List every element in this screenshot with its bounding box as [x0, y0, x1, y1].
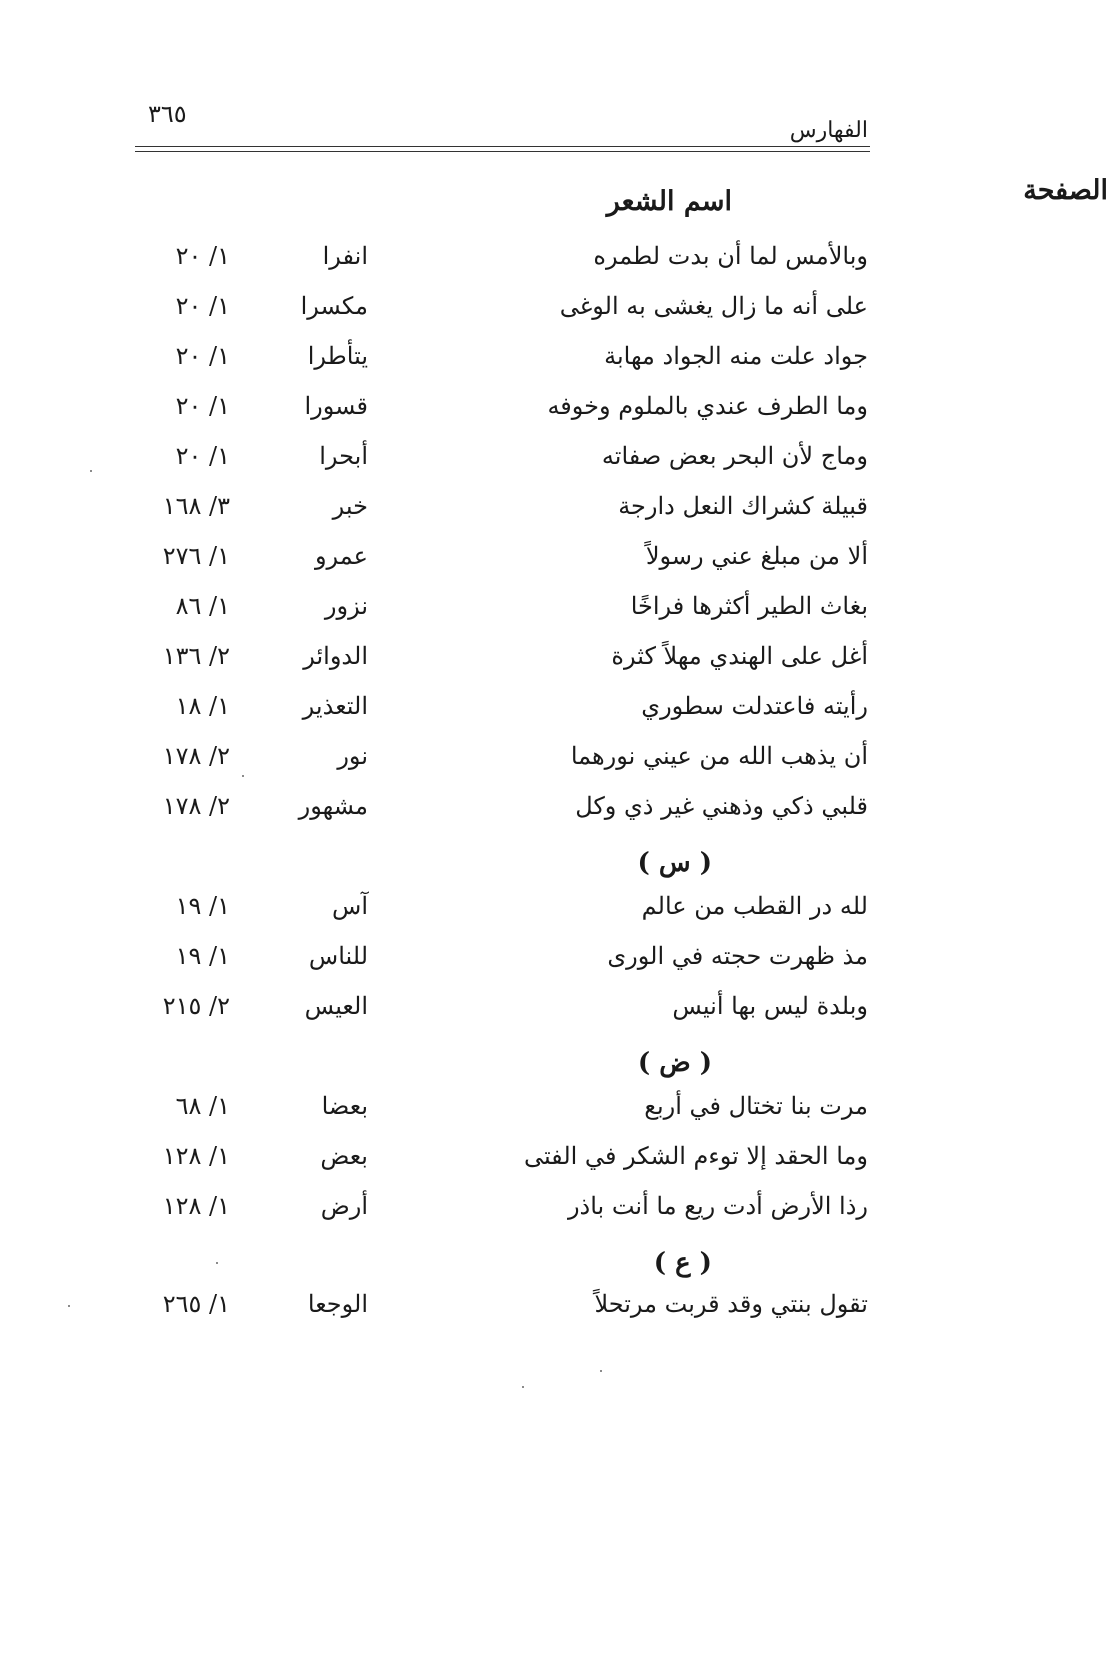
page-reference: ١/ ٦٨ [175, 1092, 230, 1120]
section-letter-dad: ( ض ) [637, 1048, 712, 1078]
page-reference: ١/ ١٩ [175, 942, 230, 970]
index-row [0, 342, 950, 382]
verse-text: تقول بنتي وقد قربت مرتحلاً [594, 1290, 868, 1318]
page-number: ٣٦٥ [148, 100, 187, 128]
rhyme-word: يتأطرا [307, 342, 368, 370]
verse-text: وبالأمس لما أن بدت لطمره [593, 242, 868, 270]
index-row [0, 292, 950, 332]
page-reference: ١/ ٢٦٥ [162, 1290, 230, 1318]
verse-text: مرت بنا تختال في أربع [644, 1092, 868, 1120]
verse-text: لله در القطب من عالم [641, 892, 868, 920]
page-column-heading: الصفحة [1023, 175, 1108, 206]
index-row [0, 692, 950, 732]
index-row [0, 392, 950, 432]
rhyme-word: نور [337, 742, 368, 770]
page-reference: ١/ ١٨ [175, 692, 230, 720]
verse-text: وماج لأن البحر بعض صفاته [601, 442, 868, 470]
verse-text: ألا من مبلغ عني رسولاً [645, 542, 868, 570]
index-row [0, 942, 950, 982]
page-reference: ١/ ١٩ [175, 892, 230, 920]
verse-text: وما الحقد إلا توءم الشكر في الفتى [523, 1142, 868, 1170]
page-reference: ١/ ٢٠ [175, 342, 230, 370]
rhyme-word: قسورا [304, 392, 368, 420]
rhyme-word: بعضا [321, 1092, 368, 1120]
running-header-title: الفهارس [789, 118, 868, 143]
page-reference: ٢/ ١٧٨ [162, 792, 230, 820]
index-row [0, 892, 950, 932]
rhyme-word: بعض [320, 1142, 368, 1170]
index-row [0, 1092, 950, 1132]
index-row [0, 542, 950, 582]
rhyme-word: نزور [324, 592, 368, 620]
rhyme-word: مكسرا [300, 292, 368, 320]
scan-speck [600, 1370, 602, 1372]
index-row [0, 492, 950, 532]
page-reference: ١/ ٢٠ [175, 392, 230, 420]
scan-speck [522, 1386, 524, 1388]
rhyme-word: العيس [304, 992, 368, 1020]
page-reference: ١/ ٢٧٦ [162, 542, 230, 570]
rhyme-word: للناس [308, 942, 368, 970]
page-reference: ١/ ٨٦ [175, 592, 230, 620]
page-reference: ٣/ ١٦٨ [162, 492, 230, 520]
index-row [0, 742, 950, 782]
verse-text: رأيته فاعتدلت سطوري [641, 692, 868, 720]
scan-speck [242, 775, 244, 777]
index-row [0, 592, 950, 632]
verse-text: قبيلة كشراك النعل دارجة [618, 492, 868, 520]
rhyme-word: مشهور [298, 792, 368, 820]
index-row [0, 992, 950, 1032]
header-rule [135, 146, 870, 147]
header-rule-thin [135, 151, 870, 152]
verse-text: وما الطرف عندي بالملوم وخوفه [547, 392, 868, 420]
index-row [0, 442, 950, 482]
verse-text: جواد علت منه الجواد مهابة [604, 342, 868, 370]
rhyme-word: عمرو [314, 542, 368, 570]
page-reference: ١/ ٢٠ [175, 442, 230, 470]
index-row [0, 1192, 950, 1232]
page-reference: ٢/ ٢١٥ [162, 992, 230, 1020]
page-reference: ٢/ ١٣٦ [162, 642, 230, 670]
index-row [0, 242, 950, 282]
index-row [0, 1142, 950, 1182]
section-letter-seen: ( س ) [637, 848, 712, 878]
scan-speck [68, 1305, 70, 1307]
rhyme-word: خبر [332, 492, 368, 520]
rhyme-word: التعذير [302, 692, 368, 720]
rhyme-word: انفرا [322, 242, 368, 270]
verse-text: أن يذهب الله من عيني نورهما [570, 742, 868, 770]
index-row [0, 1290, 950, 1330]
index-row [0, 642, 950, 682]
rhyme-word: الوجعا [307, 1290, 368, 1318]
verse-text: مذ ظهرت حجته في الورى [607, 942, 868, 970]
verse-text: قلبي ذكي وذهني غير ذي وكل [575, 792, 868, 820]
page-reference: ١/ ١٢٨ [162, 1142, 230, 1170]
scan-speck [90, 470, 92, 472]
rhyme-word: أرض [320, 1192, 368, 1220]
rhyme-word: آس [332, 892, 368, 920]
page-reference: ١/ ٢٠ [175, 292, 230, 320]
page-reference: ١/ ٢٠ [175, 242, 230, 270]
section-letter-ain: ( ع ) [653, 1248, 712, 1278]
rhyme-word: الدوائر [303, 642, 368, 670]
page-reference: ١/ ١٢٨ [162, 1192, 230, 1220]
verse-text: أغل على الهندي مهلاً كثرة [611, 642, 868, 670]
verse-text: رذا الأرض أدت ريع ما أنت باذر [567, 1192, 868, 1220]
page-reference: ٢/ ١٧٨ [162, 742, 230, 770]
verse-text: بغاث الطير أكثرها فراخًا [630, 592, 868, 620]
poem-column-heading: اسم الشعر [606, 186, 732, 217]
rhyme-word: أبحرا [319, 442, 368, 470]
index-row [0, 792, 950, 832]
scan-speck [216, 1262, 218, 1264]
verse-text: على أنه ما زال يغشى به الوغى [559, 292, 868, 320]
verse-text: وبلدة ليس بها أنيس [672, 992, 868, 1020]
